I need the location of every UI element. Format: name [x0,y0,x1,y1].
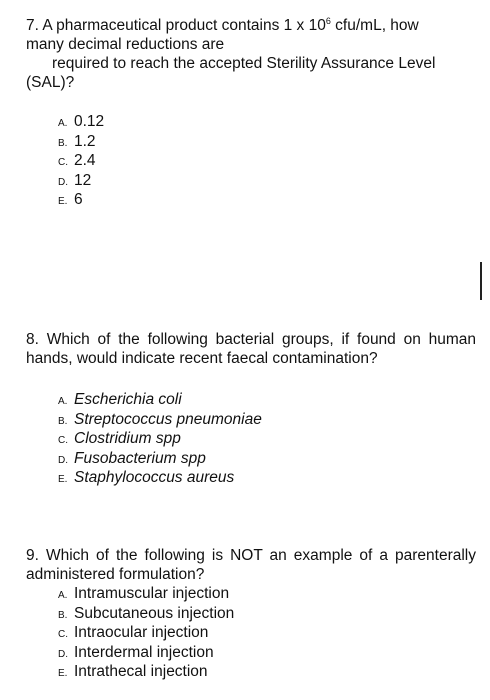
option-7b[interactable] [58,132,476,152]
option-text: Fusobacterium spp [74,449,206,467]
question-9-options [58,584,476,682]
option-text: Staphylococcus aureus [74,469,235,486]
text-cursor-bar [480,262,482,300]
option-letter: A. [58,118,68,130]
question-7-options [58,112,476,210]
option-7e[interactable] [58,190,476,210]
option-text: 2.4 [74,152,96,170]
option-letter: E. [58,668,68,679]
option-letter: C. [58,157,68,169]
question-7-stem-line1-post: cfu/mL, how [330,17,419,35]
question-7-stem-line4: (SAL)? [26,74,75,92]
option-text: 12 [74,171,92,189]
option-letter: E. [58,196,68,208]
option-text: Escherichia coli [74,391,182,408]
option-letter: D. [58,454,68,466]
question-8-stem: 8. Which of the following bacterial groups, if found on human hands, would indicate recent faecal contamination? [26,331,476,367]
option-text: Intramuscular injection [74,585,230,602]
question-8-options [58,390,476,488]
option-text: Clostridium spp [74,430,181,447]
option-letter: D. [58,648,68,660]
option-letter: C. [58,629,68,640]
option-8b[interactable] [58,410,476,430]
question-7 [26,12,476,210]
option-8a[interactable] [58,390,476,410]
option-letter: E. [58,474,68,485]
option-8d[interactable] [58,449,476,469]
option-text: 1.2 [74,132,96,150]
option-text: Subcutaneous injection [74,604,235,622]
question-7-stem-superscript: 6 [325,16,331,26]
option-letter: D. [58,176,68,188]
option-9c[interactable] [58,623,476,643]
option-letter: A. [58,590,68,601]
option-text: Intraocular injection [74,624,209,641]
option-letter: B. [58,609,68,621]
option-letter: A. [58,396,68,407]
question-7-stem-line1-pre: 7. A pharmaceutical product contains 1 x 10 [26,17,326,35]
question-7-stem-line2: many decimal reductions are [26,36,225,54]
option-text: Streptococcus pneumoniae [74,410,262,428]
option-text: Intrathecal injection [74,663,208,680]
option-text: 6 [74,191,83,209]
option-7c[interactable] [58,151,476,171]
option-8e[interactable] [58,468,476,488]
option-9b[interactable] [58,604,476,624]
question-9 [26,546,476,682]
option-7d[interactable] [58,171,476,191]
option-9a[interactable] [58,584,476,604]
option-letter: C. [58,435,68,446]
question-9-stem: 9. Which of the following is NOT an example of a parenterally administered formulation? [26,547,476,583]
option-9d[interactable] [58,643,476,663]
question-8 [26,330,476,488]
option-9e[interactable] [58,662,476,682]
question-7-stem [26,12,476,92]
option-text: Interdermal injection [74,643,214,661]
question-7-stem-line3: required to reach the accepted Sterility Assurance Level [52,55,436,73]
option-letter: B. [58,137,68,149]
option-letter: B. [58,415,68,427]
option-8c[interactable] [58,429,476,449]
option-7a[interactable] [58,112,476,132]
option-text: 0.12 [74,113,105,131]
